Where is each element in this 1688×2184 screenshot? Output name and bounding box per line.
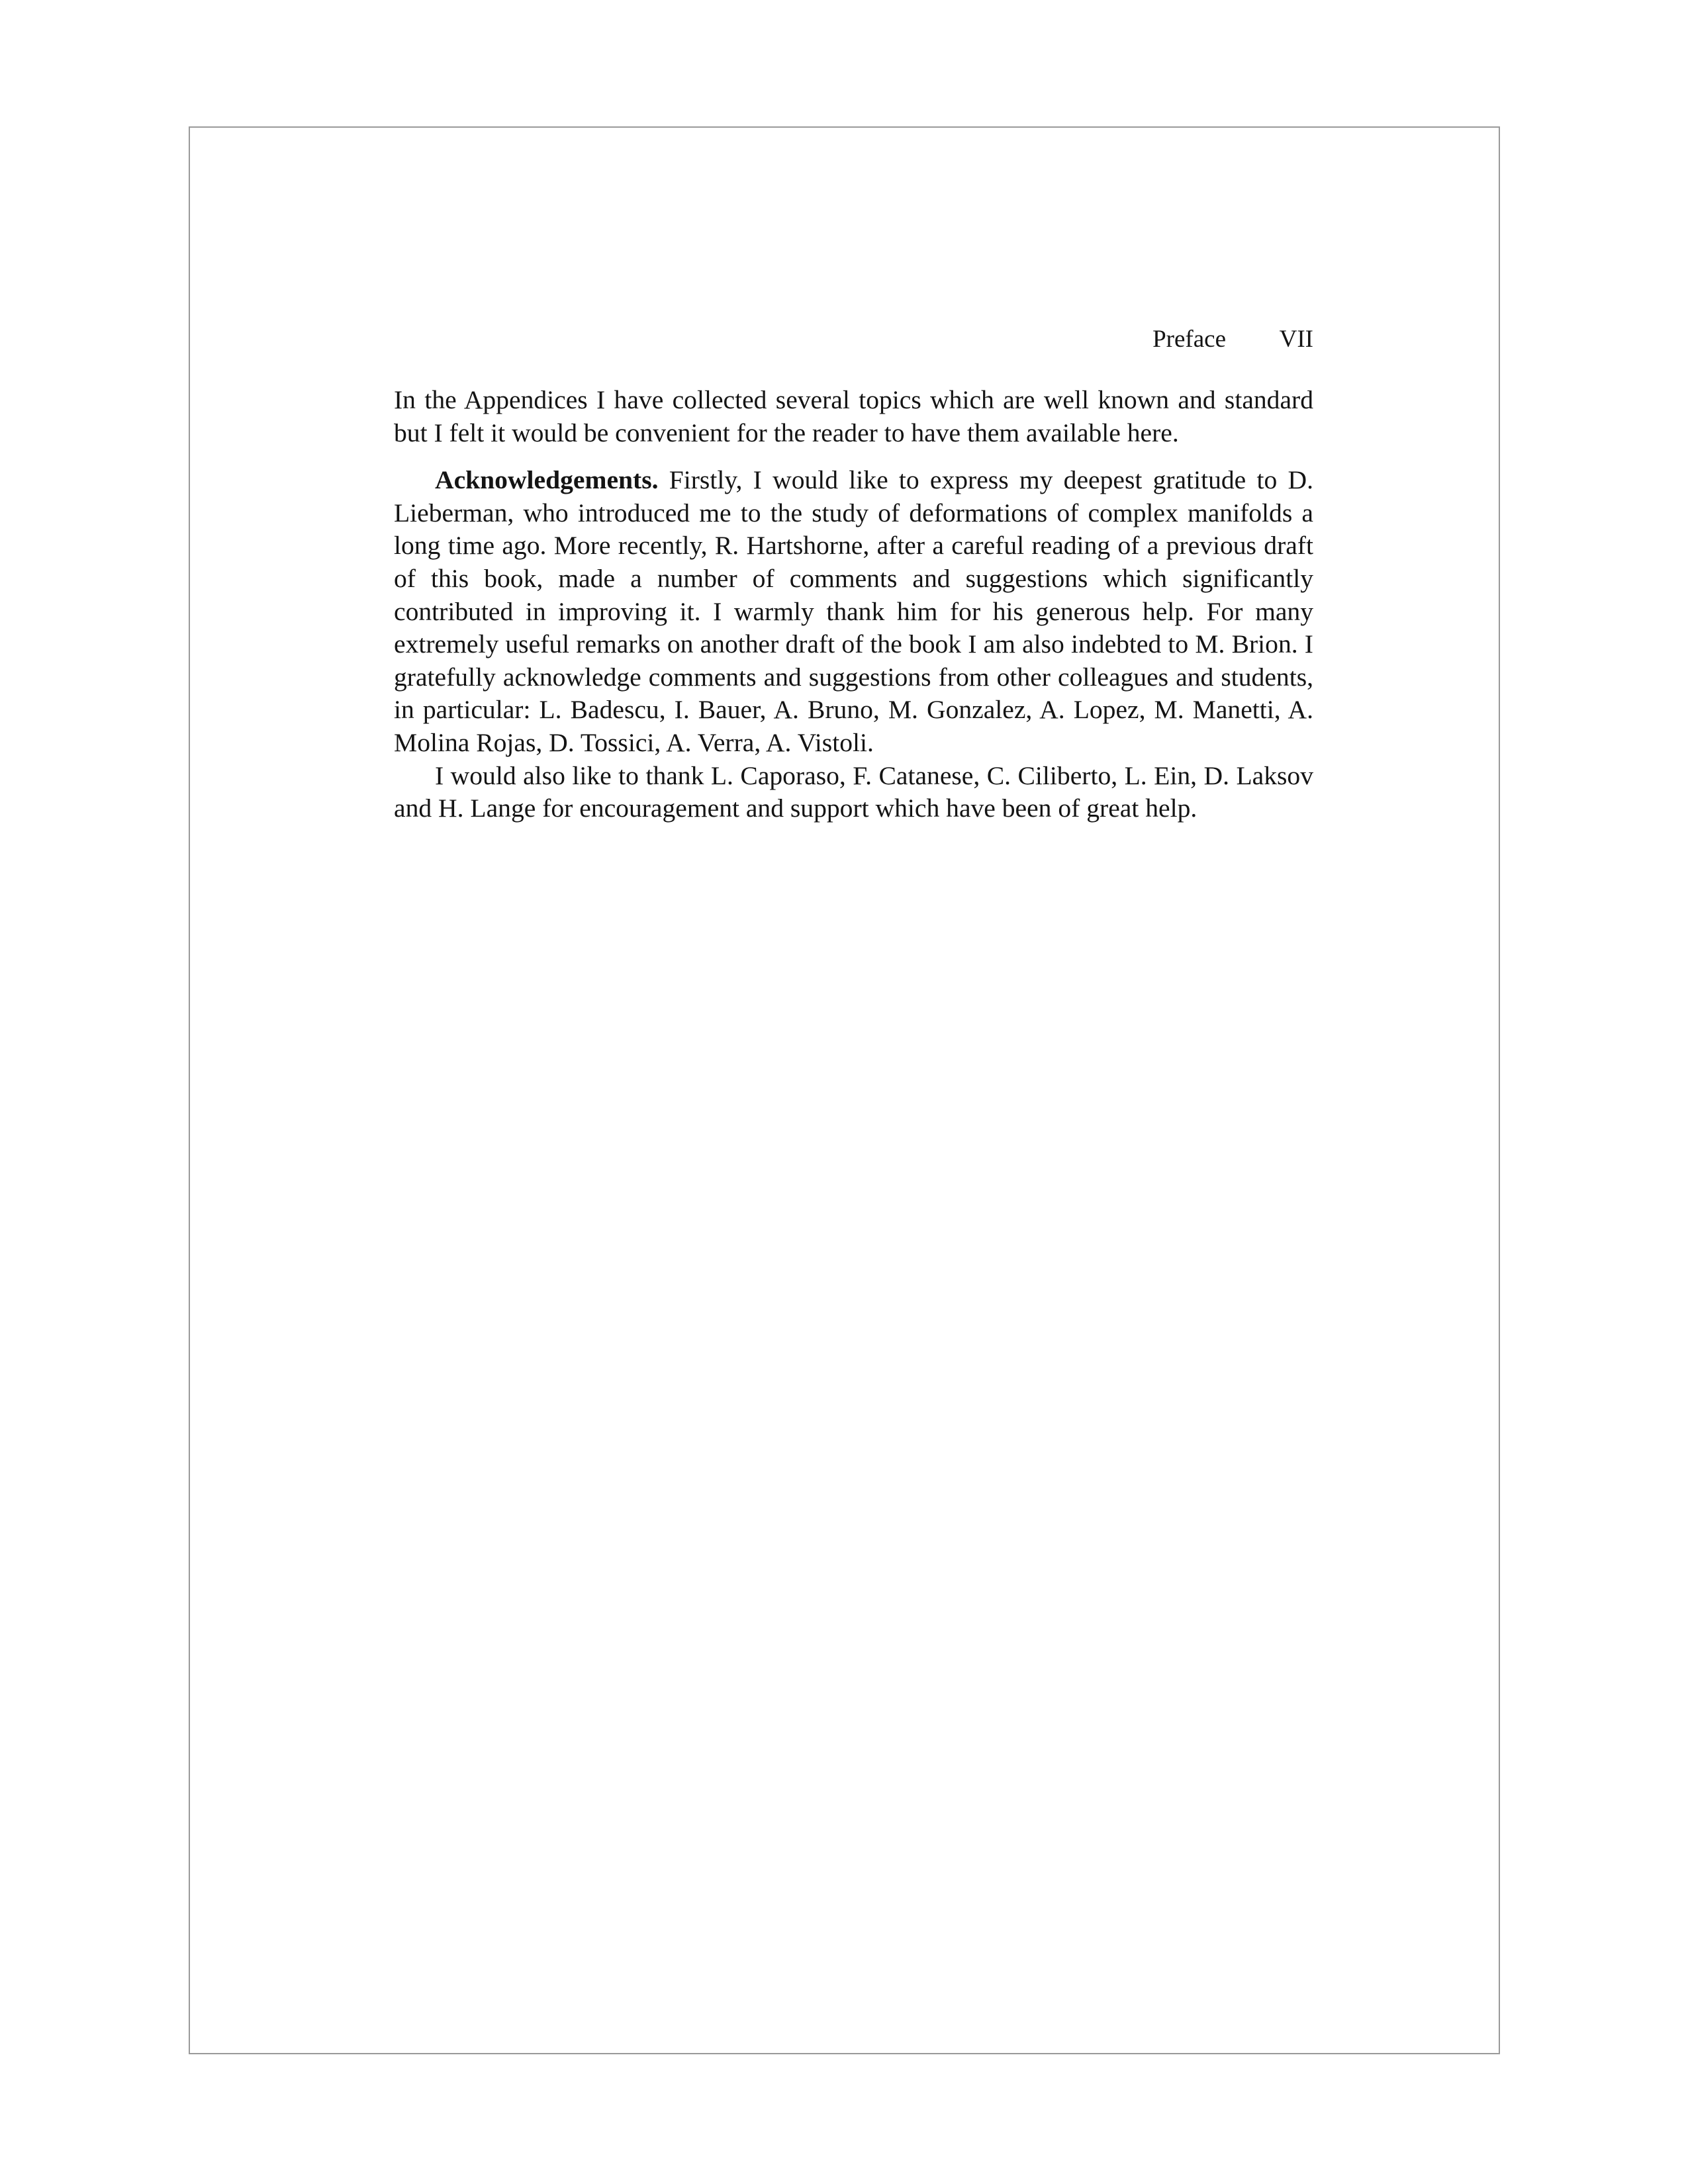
acknowledgements-text: Firstly, I would like to express my deepest gratitude to D. Lieberman, who introduced me to the study of deformations of complex manifolds a long time ago. More recently, R. Hartshorne, after a careful reading of a previous draft of this book, made a number of comments and suggestions which significantly contributed in improving it. I warmly thank him for his generous help. For many extremely useful remarks on another draft of the book I am also indebted to M. Brion. I gratefully acknowledge comments and suggestions from other colleagues and students, in particular: L. Badescu, I. Bauer, A. Bruno, M. Gonzalez, A. Lopez, M. Manetti, A. Molina Rojas, D. Tossici, A. Verra, A. Vistoli. [394, 465, 1313, 757]
page-number: VII [1279, 326, 1313, 353]
paragraph-appendices: In the Appendices I have collected several topics which are well known and standard but I felt it would be convenient for the reader to have them available here. [394, 385, 1313, 447]
body-text [394, 384, 1313, 825]
running-header [394, 324, 1313, 355]
paragraph-acknowledgements [394, 464, 1313, 759]
header-title: Preface [1152, 326, 1226, 353]
acknowledgements-heading: Acknowledgements. [435, 465, 659, 495]
paragraph-thanks: I would also like to thank L. Caporaso, F. Catanese, C. Ciliberto, L. Ein, D. Laksov and H. Lange for encouragement and support which have been of great help. [394, 760, 1313, 823]
